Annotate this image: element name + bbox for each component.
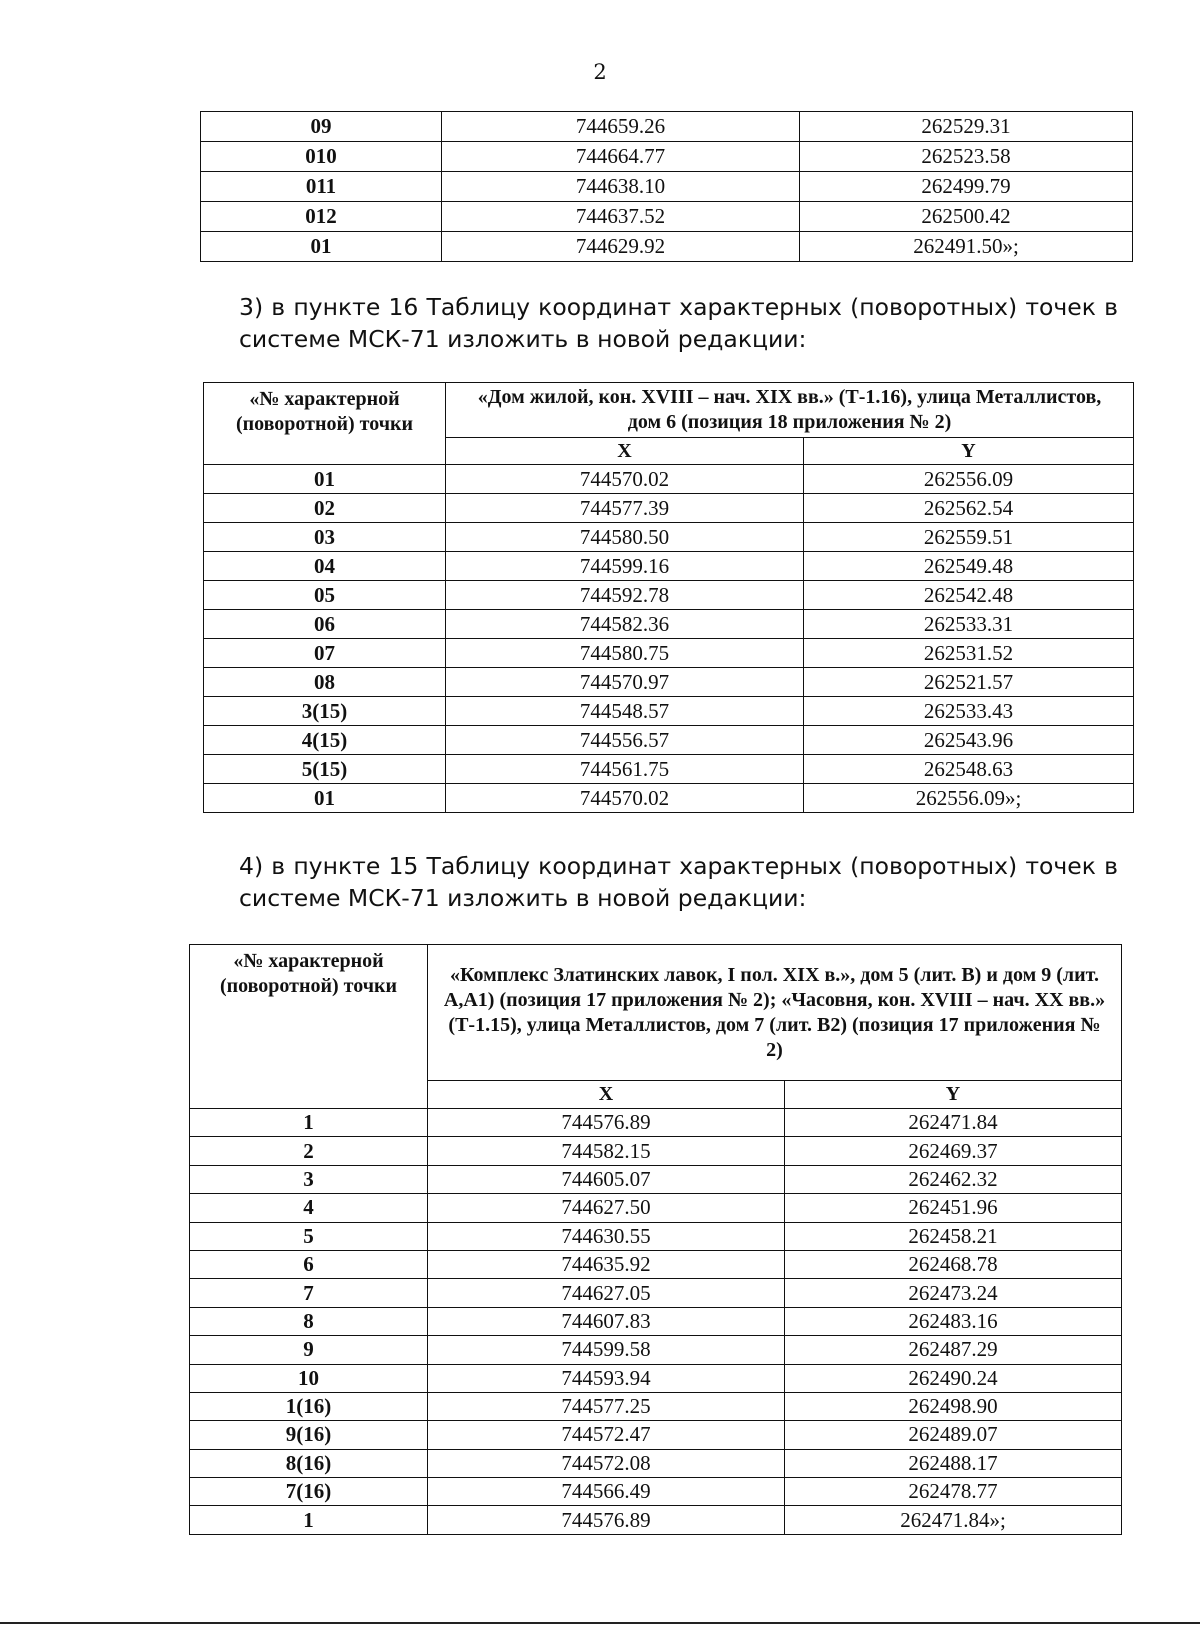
point-number-cell: 6 — [190, 1250, 428, 1278]
table-row — [204, 581, 1134, 610]
table-row — [204, 755, 1134, 784]
y-coordinate-cell: 262556.09 — [804, 465, 1134, 494]
point-number-cell: 3(15) — [204, 697, 446, 726]
y-coordinate-cell: 262468.78 — [785, 1250, 1122, 1278]
point-number-cell: 10 — [190, 1364, 428, 1392]
table-row — [190, 1137, 1122, 1165]
x-coordinate-cell: 744627.50 — [428, 1194, 785, 1222]
y-coordinate-cell: 262491.50»; — [800, 232, 1133, 262]
item-3-paragraph — [194, 291, 1118, 355]
header-x: X — [428, 1081, 785, 1109]
y-coordinate-cell: 262559.51 — [804, 523, 1134, 552]
table-row — [201, 232, 1133, 262]
header-y: Y — [785, 1081, 1122, 1109]
header-point-number: «№ характерной (поворотной) точки — [190, 945, 428, 1109]
point-number-cell: 7(16) — [190, 1478, 428, 1506]
x-coordinate-cell: 744561.75 — [446, 755, 804, 784]
y-coordinate-cell: 262562.54 — [804, 494, 1134, 523]
x-coordinate-cell: 744577.25 — [428, 1392, 785, 1420]
x-coordinate-cell: 744580.75 — [446, 639, 804, 668]
y-coordinate-cell: 262498.90 — [785, 1392, 1122, 1420]
x-coordinate-cell: 744580.50 — [446, 523, 804, 552]
table-row — [190, 1250, 1122, 1278]
y-coordinate-cell: 262451.96 — [785, 1194, 1122, 1222]
table-row — [190, 1392, 1122, 1420]
point-number-cell: 9 — [190, 1336, 428, 1364]
item-3-text: 3) в пункте 16 Таблицу координат характерных (поворотных) точек в системе МСК-71 изложить в новой редакции: — [239, 293, 1118, 353]
table3-body — [190, 1109, 1122, 1535]
point-number-cell: 1 — [190, 1506, 428, 1534]
x-coordinate-cell: 744582.36 — [446, 610, 804, 639]
x-coordinate-cell: 744638.10 — [442, 172, 800, 202]
x-coordinate-cell: 744572.47 — [428, 1421, 785, 1449]
x-coordinate-cell: 744593.94 — [428, 1364, 785, 1392]
y-coordinate-cell: 262487.29 — [785, 1336, 1122, 1364]
table-row — [201, 172, 1133, 202]
point-number-cell: 2 — [190, 1137, 428, 1165]
item-4-paragraph — [194, 850, 1118, 914]
table2-body — [204, 465, 1134, 813]
x-coordinate-cell: 744629.92 — [442, 232, 800, 262]
x-coordinate-cell: 744635.92 — [428, 1250, 785, 1278]
header-object-name: «Дом жилой, кон. XVIII – нач. XIX вв.» (Т-1.16), улица Металлистов, дом 6 (позиция 18 приложения № 2) — [446, 383, 1134, 438]
table-row — [190, 1279, 1122, 1307]
page-number: 2 — [593, 60, 607, 84]
x-coordinate-cell: 744627.05 — [428, 1279, 785, 1307]
table-row — [190, 1449, 1122, 1477]
y-coordinate-cell: 262462.32 — [785, 1165, 1122, 1193]
table-row — [204, 465, 1134, 494]
table-row — [190, 1222, 1122, 1250]
table-row — [201, 112, 1133, 142]
page-bottom-border — [0, 1622, 1200, 1624]
table2-header — [204, 383, 1134, 465]
point-number-cell: 06 — [204, 610, 446, 639]
table-row — [204, 697, 1134, 726]
table3-header — [190, 945, 1122, 1109]
table-row — [201, 142, 1133, 172]
table1-body — [201, 112, 1133, 262]
y-coordinate-cell: 262483.16 — [785, 1307, 1122, 1335]
table-row — [204, 494, 1134, 523]
point-number-cell: 1(16) — [190, 1392, 428, 1420]
y-coordinate-cell: 262529.31 — [800, 112, 1133, 142]
point-number-cell: 012 — [201, 202, 442, 232]
table-row — [204, 639, 1134, 668]
y-coordinate-cell: 262533.43 — [804, 697, 1134, 726]
point-number-cell: 8(16) — [190, 1449, 428, 1477]
table-row — [204, 552, 1134, 581]
x-coordinate-cell: 744577.39 — [446, 494, 804, 523]
table-row — [190, 1109, 1122, 1137]
header-y: Y — [804, 438, 1134, 465]
table-row — [204, 784, 1134, 813]
x-coordinate-cell: 744664.77 — [442, 142, 800, 172]
y-coordinate-cell: 262490.24 — [785, 1364, 1122, 1392]
table-row — [190, 1307, 1122, 1335]
y-coordinate-cell: 262488.17 — [785, 1449, 1122, 1477]
coordinates-table-building-6 — [203, 382, 1134, 813]
point-number-cell: 05 — [204, 581, 446, 610]
y-coordinate-cell: 262458.21 — [785, 1222, 1122, 1250]
point-number-cell: 02 — [204, 494, 446, 523]
y-coordinate-cell: 262523.58 — [800, 142, 1133, 172]
point-number-cell: 07 — [204, 639, 446, 668]
x-coordinate-cell: 744637.52 — [442, 202, 800, 232]
y-coordinate-cell: 262469.37 — [785, 1137, 1122, 1165]
y-coordinate-cell: 262549.48 — [804, 552, 1134, 581]
y-coordinate-cell: 262548.63 — [804, 755, 1134, 784]
y-coordinate-cell: 262543.96 — [804, 726, 1134, 755]
table-row — [190, 1165, 1122, 1193]
y-coordinate-cell: 262489.07 — [785, 1421, 1122, 1449]
table-row — [190, 1336, 1122, 1364]
table-row — [204, 726, 1134, 755]
point-number-cell: 9(16) — [190, 1421, 428, 1449]
table-row — [190, 1194, 1122, 1222]
coordinates-table-zlatinsky-complex — [189, 944, 1122, 1535]
x-coordinate-cell: 744599.16 — [446, 552, 804, 581]
point-number-cell: 09 — [201, 112, 442, 142]
header-x: X — [446, 438, 804, 465]
y-coordinate-cell: 262533.31 — [804, 610, 1134, 639]
point-number-cell: 7 — [190, 1279, 428, 1307]
point-number-cell: 011 — [201, 172, 442, 202]
x-coordinate-cell: 744570.97 — [446, 668, 804, 697]
header-point-number: «№ характерной (поворотной) точки — [204, 383, 446, 465]
x-coordinate-cell: 744572.08 — [428, 1449, 785, 1477]
point-number-cell: 3 — [190, 1165, 428, 1193]
table-row — [201, 202, 1133, 232]
y-coordinate-cell: 262542.48 — [804, 581, 1134, 610]
header-object-name: «Комплекс Златинских лавок, I пол. XIX в.», дом 5 (лит. В) и дом 9 (лит. А,А1) (позиция 17 приложения № 2); «Часовня, кон. XVIII – нач. XX вв.» (Т-1.15), улица Металлистов, дом 7 (лит. В2) (позиция 17 приложения № 2) — [428, 945, 1122, 1081]
x-coordinate-cell: 744570.02 — [446, 465, 804, 494]
table-row — [204, 523, 1134, 552]
y-coordinate-cell: 262556.09»; — [804, 784, 1134, 813]
y-coordinate-cell: 262521.57 — [804, 668, 1134, 697]
x-coordinate-cell: 744576.89 — [428, 1109, 785, 1137]
table-row — [204, 668, 1134, 697]
table-row — [204, 610, 1134, 639]
x-coordinate-cell: 744599.58 — [428, 1336, 785, 1364]
point-number-cell: 04 — [204, 552, 446, 581]
x-coordinate-cell: 744548.57 — [446, 697, 804, 726]
point-number-cell: 01 — [204, 465, 446, 494]
y-coordinate-cell: 262471.84 — [785, 1109, 1122, 1137]
point-number-cell: 01 — [204, 784, 446, 813]
point-number-cell: 03 — [204, 523, 446, 552]
point-number-cell: 4 — [190, 1194, 428, 1222]
item-4-text: 4) в пункте 15 Таблицу координат характерных (поворотных) точек в системе МСК-71 изложить в новой редакции: — [239, 852, 1118, 912]
point-number-cell: 4(15) — [204, 726, 446, 755]
y-coordinate-cell: 262500.42 — [800, 202, 1133, 232]
x-coordinate-cell: 744630.55 — [428, 1222, 785, 1250]
y-coordinate-cell: 262478.77 — [785, 1478, 1122, 1506]
x-coordinate-cell: 744566.49 — [428, 1478, 785, 1506]
point-number-cell: 010 — [201, 142, 442, 172]
x-coordinate-cell: 744592.78 — [446, 581, 804, 610]
point-number-cell: 1 — [190, 1109, 428, 1137]
table-row — [190, 1478, 1122, 1506]
x-coordinate-cell: 744570.02 — [446, 784, 804, 813]
point-number-cell: 5 — [190, 1222, 428, 1250]
y-coordinate-cell: 262499.79 — [800, 172, 1133, 202]
point-number-cell: 01 — [201, 232, 442, 262]
y-coordinate-cell: 262531.52 — [804, 639, 1134, 668]
x-coordinate-cell: 744659.26 — [442, 112, 800, 142]
x-coordinate-cell: 744605.07 — [428, 1165, 785, 1193]
coordinates-table-continued — [200, 111, 1133, 262]
table-row — [190, 1421, 1122, 1449]
point-number-cell: 5(15) — [204, 755, 446, 784]
point-number-cell: 8 — [190, 1307, 428, 1335]
x-coordinate-cell: 744607.83 — [428, 1307, 785, 1335]
x-coordinate-cell: 744576.89 — [428, 1506, 785, 1534]
x-coordinate-cell: 744582.15 — [428, 1137, 785, 1165]
table-row — [190, 1364, 1122, 1392]
y-coordinate-cell: 262471.84»; — [785, 1506, 1122, 1534]
x-coordinate-cell: 744556.57 — [446, 726, 804, 755]
table-row — [190, 1506, 1122, 1534]
point-number-cell: 08 — [204, 668, 446, 697]
y-coordinate-cell: 262473.24 — [785, 1279, 1122, 1307]
